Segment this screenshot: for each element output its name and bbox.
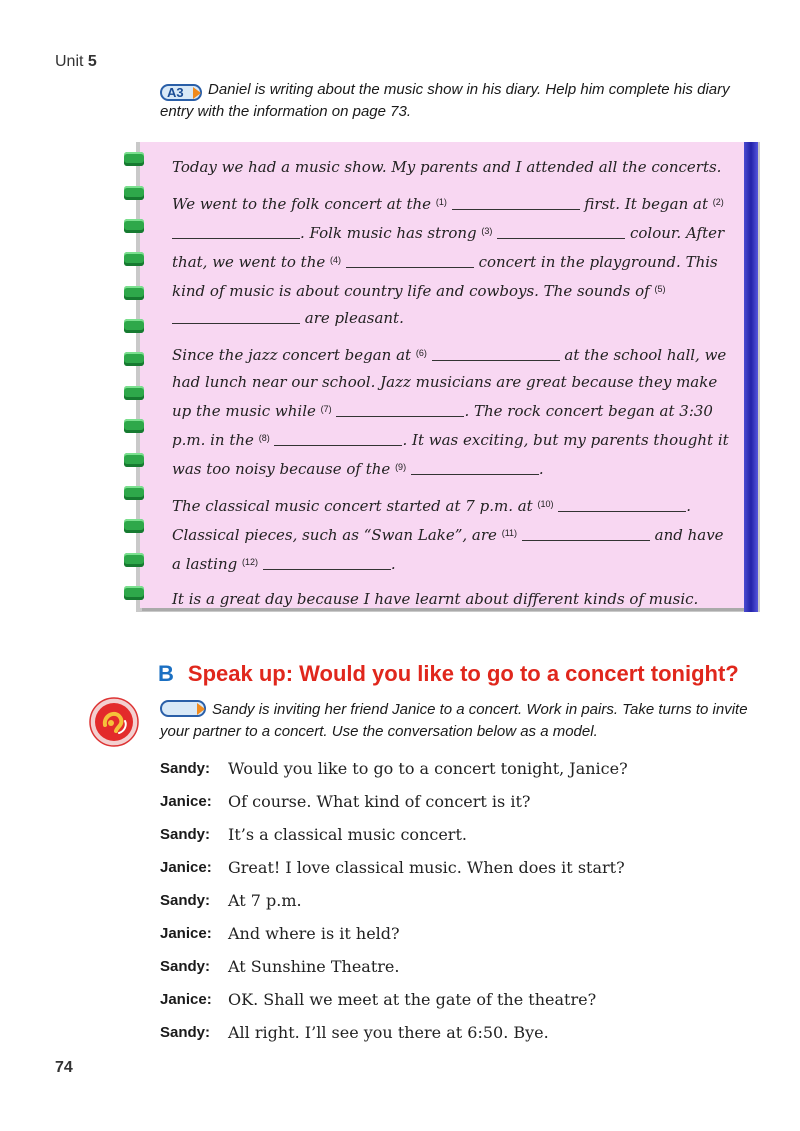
binding-ring <box>124 419 144 433</box>
diary-paragraph <box>172 491 732 578</box>
speech-text: At Sunshine Theatre. <box>228 957 400 976</box>
section-heading: Speak up: Would you like to go to a concert tonight? <box>187 661 739 686</box>
answer-blank[interactable] <box>172 310 300 324</box>
speaker-name: Janice: <box>160 793 212 810</box>
diary-entry <box>172 154 732 621</box>
blank-number: (3) <box>481 226 493 236</box>
diary-text: . Classical pieces, such as “Swan Lake”, are <box>172 497 692 544</box>
answer-blank[interactable] <box>411 461 539 475</box>
unit-number: 5 <box>87 53 97 70</box>
binding-ring <box>124 586 144 600</box>
section-b-title <box>158 661 739 687</box>
dialogue-line <box>160 983 760 1016</box>
diary-text: colour. After that, we went to the <box>172 224 725 271</box>
answer-blank[interactable] <box>497 225 625 239</box>
speaker-name: Sandy: <box>160 892 211 909</box>
dialogue <box>160 752 760 1049</box>
speech-text: It’s a classical music concert. <box>228 825 467 844</box>
binding-ring <box>124 352 144 366</box>
answer-blank[interactable] <box>172 225 300 239</box>
unit-label <box>55 53 97 71</box>
section-letter: B <box>158 661 174 686</box>
binding-ring <box>124 386 144 400</box>
answer-blank[interactable] <box>346 254 474 268</box>
answer-blank[interactable] <box>274 432 402 446</box>
audio-track-badge[interactable] <box>160 84 202 101</box>
binding-ring <box>124 252 144 266</box>
binding-ring <box>124 286 144 300</box>
task-a3 <box>160 79 760 123</box>
diary-text: . The rock concert began at 3:30 p.m. in the <box>172 402 713 449</box>
dialogue-line <box>160 1016 760 1049</box>
dialogue-line <box>160 917 760 950</box>
blank-number: (11) <box>501 528 518 538</box>
diary-text: first. It began at <box>584 195 708 213</box>
blank-number: (10) <box>537 499 554 509</box>
blank-number: (2) <box>712 197 724 207</box>
diary-text: are pleasant. <box>304 309 404 327</box>
speech-text: At 7 p.m. <box>228 891 302 910</box>
page-number: 74 <box>55 1059 73 1076</box>
blank-number: (1) <box>435 197 447 207</box>
answer-blank[interactable] <box>558 498 686 512</box>
speech-text: Would you like to go to a concert tonight, Janice? <box>228 759 628 778</box>
speaker-name: Sandy: <box>160 826 211 843</box>
binding-ring <box>124 453 144 467</box>
speaker-name: Janice: <box>160 991 212 1008</box>
binding-ring <box>124 486 144 500</box>
answer-blank[interactable] <box>452 196 580 210</box>
speech-text: OK. Shall we meet at the gate of the theatre? <box>228 990 597 1009</box>
dialogue-line <box>160 884 760 917</box>
speak-up-icon <box>89 697 139 747</box>
speaker-name: Janice: <box>160 925 212 942</box>
answer-blank[interactable] <box>522 527 650 541</box>
blank-number: (8) <box>258 433 270 443</box>
diary-text: The classical music concert started at 7 p.m. at <box>172 497 533 515</box>
diary-paragraph: Today we had a music show. My parents and I attended all the concerts. <box>172 158 722 176</box>
dialogue-line <box>160 851 760 884</box>
task-b-instruction: Sandy is inviting her friend Janice to a concert. Work in pairs. Take turns to invite your partner to a concert. Use the conversation below as a model. <box>160 701 748 740</box>
diary-text: . It was exciting, but my parents thought it was too noisy because of the <box>172 431 729 478</box>
diary-cover-edge <box>744 142 758 612</box>
diary-text: We went to the folk concert at the <box>172 195 432 213</box>
blank-number: (9) <box>395 462 407 472</box>
diary-text: concert in the playground. This kind of music is about country life and cowboys. The sounds of <box>172 253 718 300</box>
blank-number: (6) <box>415 348 427 358</box>
task-b <box>160 699 760 743</box>
diary-text: . Folk music has strong <box>300 224 477 242</box>
binding-ring <box>124 219 144 233</box>
diary-text: . <box>390 555 396 573</box>
dialogue-line <box>160 950 760 983</box>
binding-ring <box>124 519 144 533</box>
answer-blank[interactable] <box>432 347 560 361</box>
diary-paragraph <box>172 340 732 483</box>
diary-paragraph <box>172 189 732 332</box>
badge-label: A3 <box>167 85 184 100</box>
dialogue-line <box>160 785 760 818</box>
speaker-name: Sandy: <box>160 760 211 777</box>
answer-blank[interactable] <box>263 556 391 570</box>
binding-ring <box>124 152 144 166</box>
binding-ring <box>124 186 144 200</box>
blank-number: (5) <box>654 284 666 294</box>
unit-word: Unit <box>55 53 84 70</box>
speech-text: And where is it held? <box>228 924 400 943</box>
blank-number: (12) <box>242 557 259 567</box>
diary-text: Since the jazz concert began at <box>172 346 412 364</box>
speech-text: Great! I love classical music. When does it start? <box>228 858 625 877</box>
diary-paragraph: It is a great day because I have learnt about different kinds of music. <box>172 590 699 608</box>
dialogue-line <box>160 818 760 851</box>
diary-text: and have a lasting <box>172 526 724 573</box>
speaker-name: Sandy: <box>160 1024 211 1041</box>
audio-track-badge[interactable] <box>160 700 206 717</box>
speech-text: All right. I’ll see you there at 6:50. Bye. <box>228 1023 549 1042</box>
answer-blank[interactable] <box>336 403 464 417</box>
speaker-name: Janice: <box>160 859 212 876</box>
speaker-name: Sandy: <box>160 958 211 975</box>
speech-text: Of course. What kind of concert is it? <box>228 792 531 811</box>
diary-text: . <box>538 460 544 478</box>
binding-ring <box>124 319 144 333</box>
dialogue-line <box>160 752 760 785</box>
blank-number: (7) <box>320 404 332 414</box>
blank-number: (4) <box>330 255 342 265</box>
binding-ring <box>124 553 144 567</box>
diary-text: at the school hall, we had lunch near our school. Jazz musicians are great because they make up the music while <box>172 346 727 420</box>
task-a3-instruction: Daniel is writing about the music show in his diary. Help him complete his diary entry with the information on page 73. <box>160 81 730 120</box>
